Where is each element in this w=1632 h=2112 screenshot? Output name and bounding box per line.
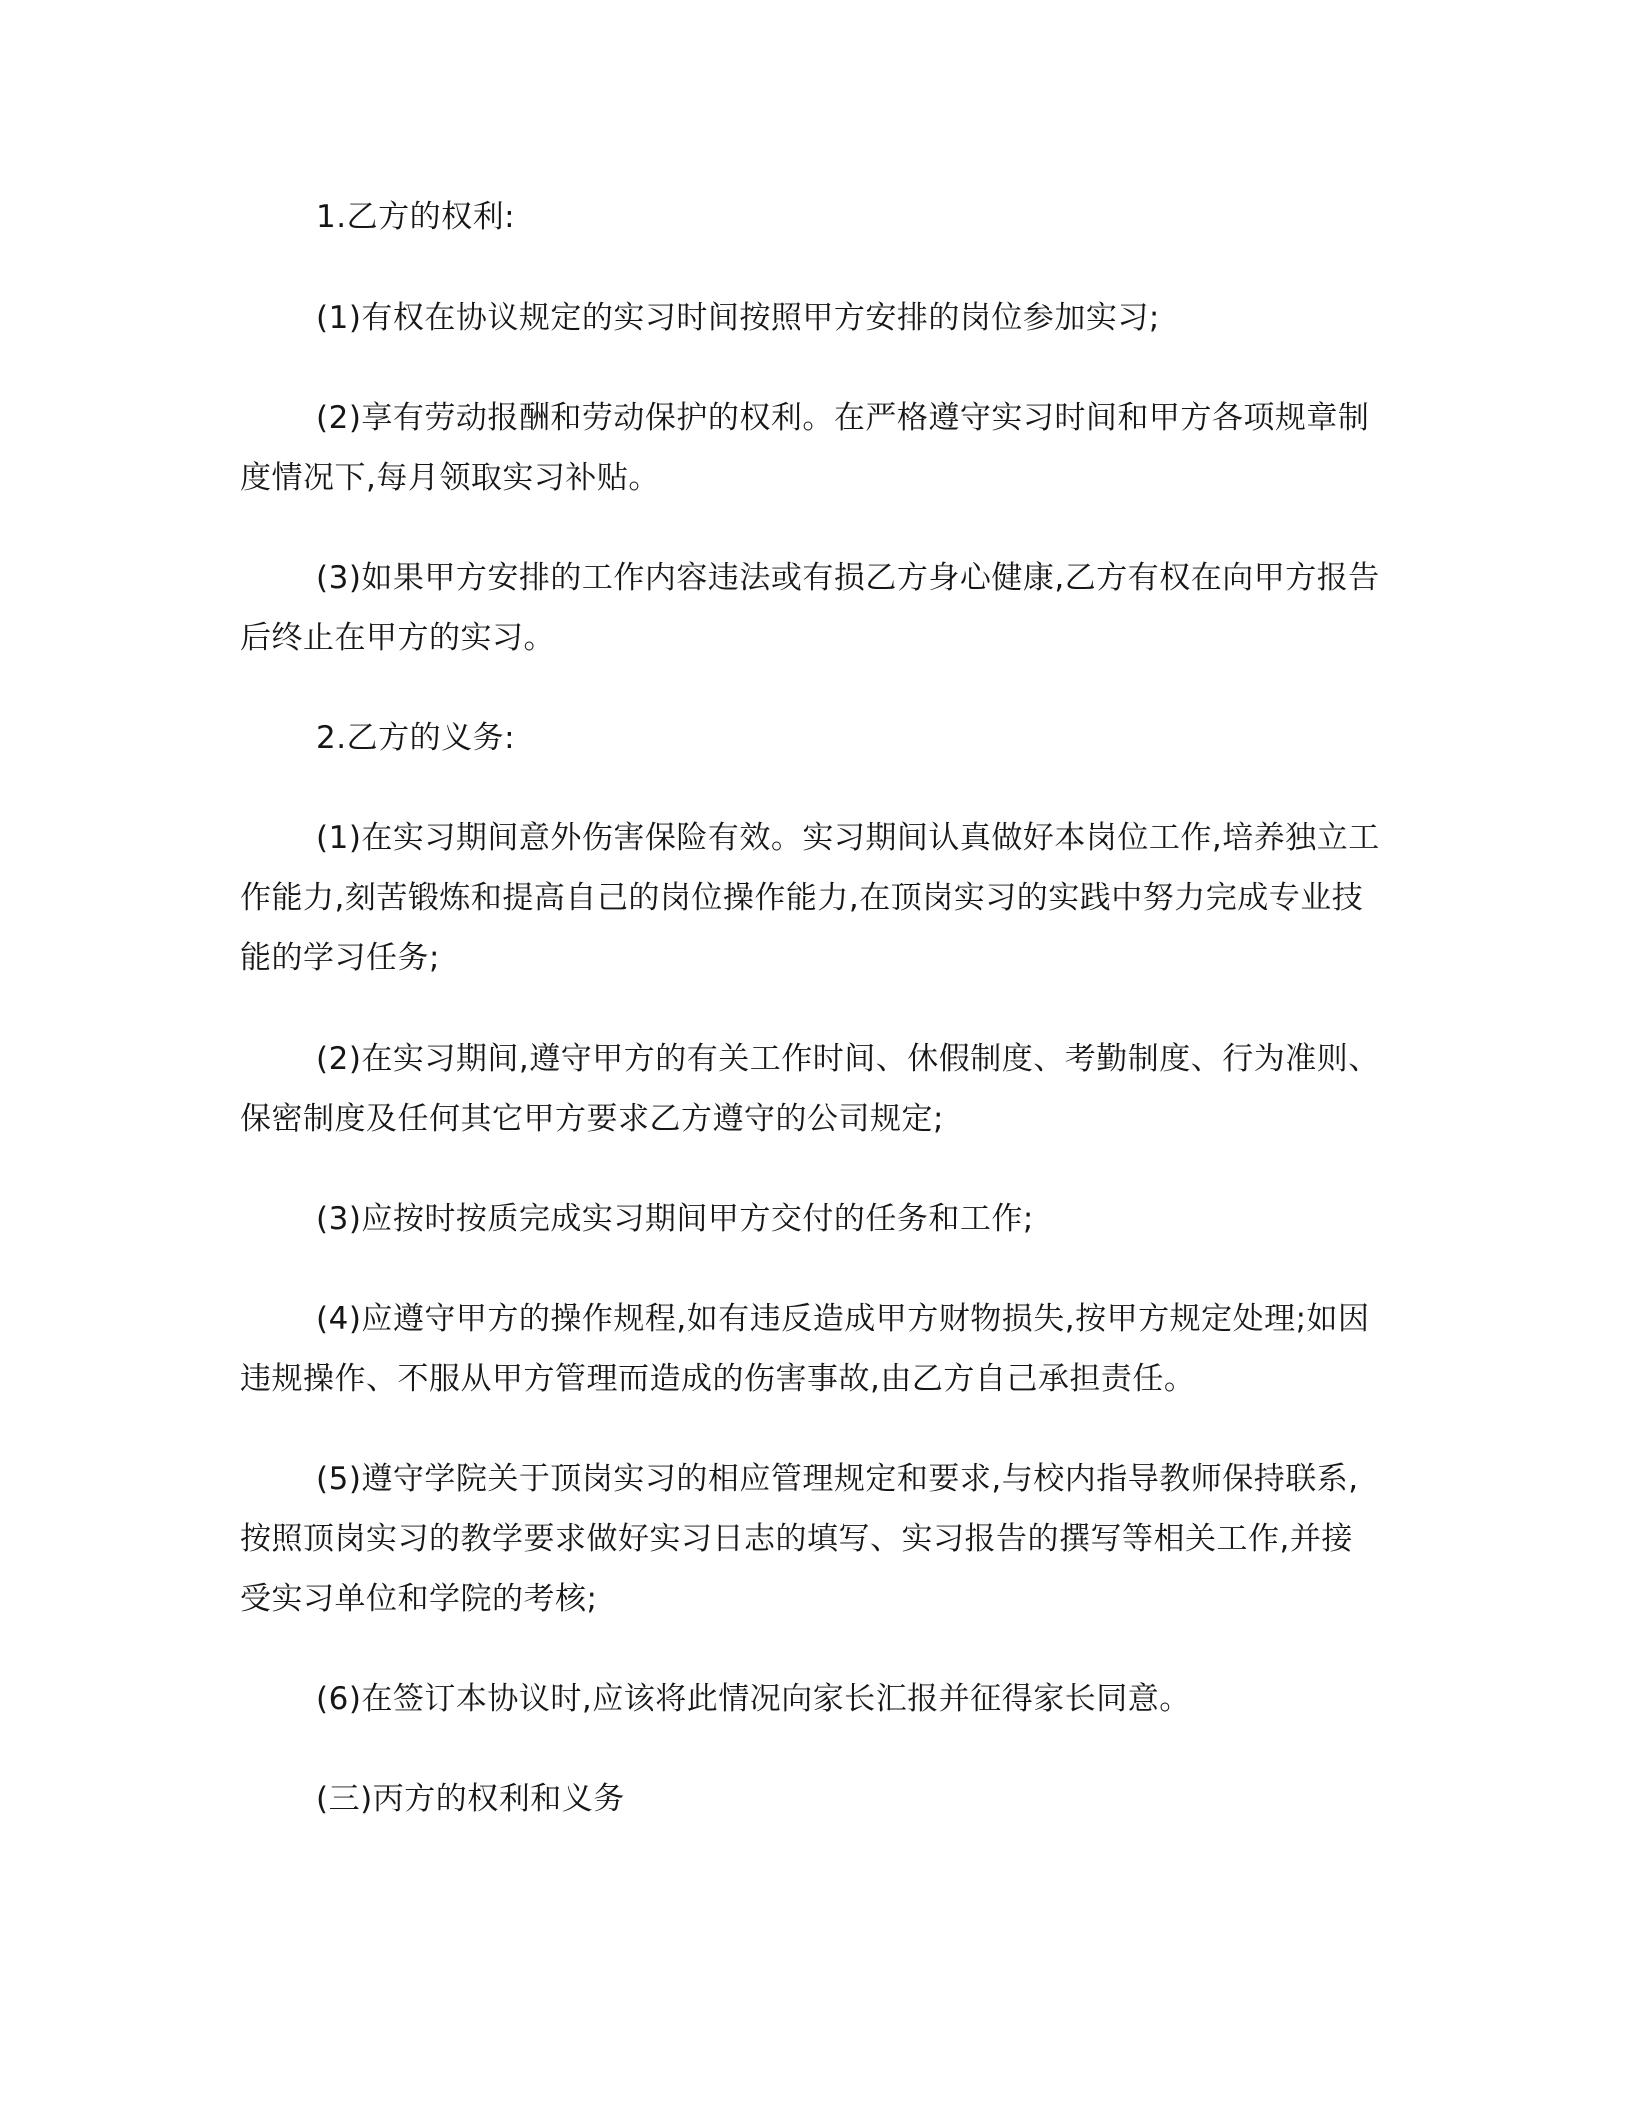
- text-line: (2)享有劳动报酬和劳动保护的权利。在严格遵守实习时间和甲方各项规章制: [316, 400, 1370, 436]
- text-line: (2)在实习期间,遵守甲方的有关工作时间、休假制度、考勤制度、行为准则、: [316, 1041, 1380, 1077]
- text-line: 违规操作、不服从甲方管理而造成的伤害事故,由乙方自己承担责任。: [240, 1361, 1196, 1397]
- text-line: (4)应遵守甲方的操作规程,如有违反造成甲方财物损失,按甲方规定处理;如因: [316, 1301, 1370, 1337]
- text-line: 保密制度及任何其它甲方要求乙方遵守的公司规定;: [240, 1101, 944, 1137]
- text-line: (3)应按时按质完成实习期间甲方交付的任务和工作;: [316, 1201, 1034, 1237]
- text-line: (5)遵守学院关于顶岗实习的相应管理规定和要求,与校内指导教师保持联系,: [316, 1461, 1359, 1497]
- text-line: 1.乙方的权利:: [316, 199, 516, 235]
- obligations-item-3: [240, 1189, 1380, 1249]
- rights-item-2: [240, 388, 1380, 508]
- obligations-item-1: [240, 808, 1380, 988]
- text-line: 作能力,刻苦锻炼和提高自己的岗位操作能力,在顶岗实习的实践中努力完成专业技: [240, 880, 1364, 916]
- text-line: 度情况下,每月领取实习补贴。: [240, 460, 660, 496]
- text-line: (3)如果甲方安排的工作内容违法或有损乙方身心健康,乙方有权在向甲方报告: [316, 560, 1380, 596]
- section-heading-obligations: [240, 708, 1380, 768]
- obligations-item-2: [240, 1029, 1380, 1149]
- text-line: 受实习单位和学院的考核;: [240, 1581, 598, 1617]
- text-line: 后终止在甲方的实习。: [240, 620, 555, 656]
- obligations-item-4: [240, 1289, 1380, 1409]
- obligations-item-6: [240, 1669, 1380, 1729]
- section-heading-party-c: [240, 1769, 1380, 1829]
- rights-item-3: [240, 548, 1380, 668]
- text-line: 能的学习任务;: [240, 940, 440, 976]
- text-line: 2.乙方的义务:: [316, 720, 516, 756]
- text-line: 按照顶岗实习的教学要求做好实习日志的填写、实习报告的撰写等相关工作,并接: [240, 1521, 1353, 1557]
- text-line: (6)在签订本协议时,应该将此情况向家长汇报并征得家长同意。: [316, 1681, 1191, 1717]
- text-line: (1)在实习期间意外伤害保险有效。实习期间认真做好本岗位工作,培养独立工: [316, 820, 1380, 856]
- text-line: (1)有权在协议规定的实习时间按照甲方安排的岗位参加实习;: [316, 300, 1160, 336]
- obligations-item-5: [240, 1449, 1380, 1629]
- section-heading-rights: [240, 187, 1380, 247]
- rights-item-1: [240, 288, 1380, 348]
- text-line: (三)丙方的权利和义务: [316, 1781, 625, 1817]
